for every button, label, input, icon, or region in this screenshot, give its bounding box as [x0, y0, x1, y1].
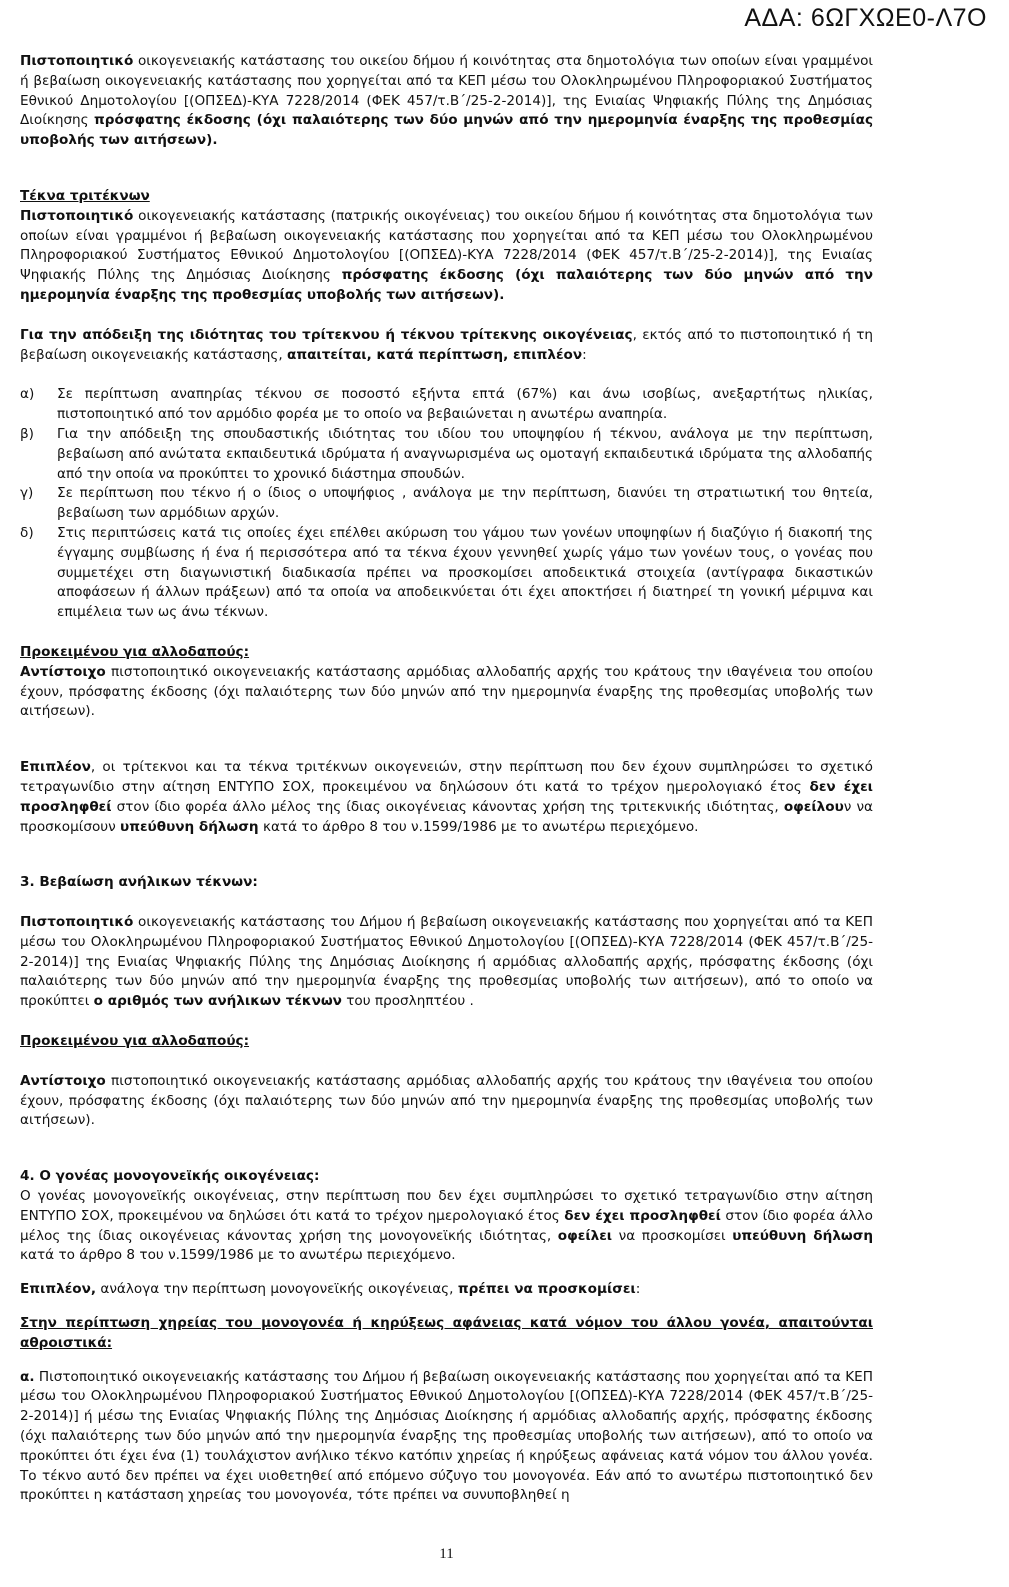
- case-list: [20, 385, 873, 623]
- body-text: κατά το άρθρο 8 του ν.1599/1986 με το ανωτέρω περιεχόμενο.: [20, 1247, 456, 1264]
- body-text: στον ίδιο φορέα άλλο μέλος της ίδιας οικογένειας κάνοντας χρήση της τριτεκνικής ιδιότητας,: [111, 798, 784, 815]
- body-text: Πιστοποιητικό οικογενειακής κατάστασης του Δήμου ή βεβαίωση οικογενειακής κατάστασης που χορηγείται από τα ΚΕΠ μέσω του Ολοκληρωμένου Πληροφοριακού Συστήματος Εθνικού Δημοτολογίου [(ΟΠΣΕΔ)-ΚΥΑ 7228/2014 (ΦΕΚ 457/τ.Β΄/25-2-2014)] ή μέσω της Ενιαίας Ψηφιακής Πύλης της Δημόσιας Διοίκησης ή αρμόδιας αλλοδαπής αρχής, πρόσφατης έκδοσης (όχι παλαιότερης των δύο μηνών από την ημερομηνία έναρξης της προθεσμίας υποβολής των αιτήσεων), από το οποίο να προκύπτει ότι έχει ένα (1) τουλάχιστον ανήλικο τέκνο κατόπιν χηρείας ή κηρύξεως αφάνειας κατά νόμον του άλλου γονέα. Το τέκνο αυτό δεν πρέπει να έχει υιοθετηθεί από επόμενο σύζυγο του μονογονέα. Εάν από το ανωτέρω πιστοποιητικό δεν προκύπτει η κατάσταση χηρείας του μονογονέα, τότε πρέπει να συνυποβληθεί η: [20, 1368, 873, 1504]
- bold-text: δεν έχει προσληφθεί: [564, 1207, 721, 1224]
- section-heading: 3. Βεβαίωση ανήλικων τέκνων:: [20, 874, 258, 891]
- list-item-text: Στις περιπτώσεις κατά τις οποίες έχει επέλθει ακύρωση του γάμου των γονέων υποψηφίων ή διαζύγιο ή διακοπή της έγγαμης συμβίωσης ή ένα ή περισσότερα από τα τέκνα έχουν γεννηθεί χωρίς γάμο των γονέων τους, ο γονέας που συμμετέχει στη διαγωνιστική διαδικασία πρέπει να προσκομίσει αποδεικτικά στοιχεία (αντίγραφα δικαστικών αποφάσεων ή άλλων πράξεων) από τα οποία να αποδεικνύεται ότι έχει αποκτήσει ή διατηρεί τη γονική μέριμνα και επιμέλεια των ως άνω τέκνων.: [57, 524, 873, 621]
- body-text: κατά το άρθρο 8 του ν.1599/1986 με το ανωτέρω περιεχόμενο.: [258, 818, 699, 835]
- bold-text: Πιστοποιητικό: [20, 53, 134, 69]
- page-number: 11: [439, 1546, 454, 1562]
- body-text: Ο γονέας μονογονεϊκής οικογένειας, στην περίπτωση που δεν έχει συμπληρώσει το σχετικό τετραγωνίδιο στην αίτηση ΕΝΤΥΠΟ ΣΟΧ, προκειμένου να δηλώσει ότι κατά το τρέχον ημερολογιακό έτος: [20, 1188, 873, 1224]
- paragraph-additional-2: [20, 1280, 873, 1300]
- paragraph-additional: [20, 758, 873, 837]
- paragraph-widowhood: [20, 1368, 873, 1507]
- bold-text: Αντίστοιχο: [20, 1072, 106, 1089]
- heading-section-4: [20, 1167, 873, 1187]
- body-text: να προσκομίσει: [612, 1227, 733, 1244]
- bold-text: πρόσφατης έκδοσης (όχι παλαιότερης των δύο μηνών από την ημερομηνία έναρξης της προθεσμίας υποβολής των αιτήσεων).: [20, 267, 873, 303]
- section-heading: 4. Ο γονέας μονογονεϊκής οικογένειας:: [20, 1168, 320, 1185]
- list-item-label: α): [20, 386, 35, 403]
- heading-section-3: [20, 873, 873, 893]
- bold-text: πρόσφατης έκδοσης (όχι παλαιότερης των δύο μηνών από την ημερομηνία έναρξης της προθεσμίας υποβολής των αιτήσεων).: [20, 112, 873, 149]
- bold-text: Αντίστοιχο: [20, 663, 106, 680]
- body-text: οικογενειακής κατάστασης του Δήμου ή βεβαίωση οικογενειακής κατάστασης που χορηγείται από τα ΚΕΠ μέσω του Ολοκληρωμένου Πληροφοριακού Συστήματος Εθνικού Δημοτολογίου [(ΟΠΣΕΔ)-ΚΥΑ 7228/2014 (ΦΕΚ 457/τ.Β΄/25-2-2014)] της Ενιαίας Ψηφιακής Πύλης της Δημόσιας Διοίκησης ή αρμόδιας αλλοδαπής αρχής, πρόσφατης έκδοσης (όχι παλαιότερης των δύο μηνών από την ημερομηνία έναρξης της προθεσμίας υποβολής των αιτήσεων), από το οποίο να προκύπτει: [20, 914, 873, 1010]
- bold-text: α.: [20, 1368, 35, 1385]
- section-heading: Προκειμένου για αλλοδαπούς:: [20, 1033, 250, 1050]
- body-text: :: [635, 1281, 641, 1298]
- bold-text: υπεύθυνη δήλωση: [732, 1227, 873, 1244]
- section-heading: Στην περίπτωση χηρείας του μονογονέα ή κηρύξεως αφάνειας κατά νόμον του άλλου γονέα, απαιτούνται αθροιστικά:: [20, 1315, 873, 1351]
- body-text: οικογενειακής κατάστασης του οικείου δήμου ή κοινότητας στα δημοτολόγια των οποίων είναι γραμμένοι ή βεβαίωση οικογενειακής κατάστασης που χορηγείται από τα ΚΕΠ μέσω του Ολοκληρωμένου Πληροφοριακού Συστήματος Εθνικού Δημοτολογίου [(ΟΠΣΕΔ)-ΚΥΑ 7228/2014 (ΦΕΚ 457/τ.Β΄/25-2-2014)], της Ενιαίας Ψηφιακής Πύλης της Δημόσιας Διοίκησης: [20, 53, 873, 129]
- section-heading: Προκειμένου για αλλοδαπούς:: [20, 643, 250, 660]
- list-item: [20, 524, 873, 623]
- list-item: [20, 425, 873, 484]
- list-item-text: Σε περίπτωση που τέκνο ή ο ίδιος ο υποψήφιος , ανάλογα με την περίπτωση, διανύει τη στρατιωτική του θητεία, βεβαίωση των αρμόδιων αρχών.: [57, 485, 873, 522]
- list-item: [20, 385, 873, 425]
- list-item-label: γ): [20, 485, 34, 502]
- list-item-label: δ): [20, 524, 34, 541]
- body-text: , εκτός από το πιστοποιητικό ή τη βεβαίωση οικογενειακής κατάστασης,: [20, 326, 873, 363]
- heading-foreigners: [20, 643, 873, 663]
- list-item-text: Για την απόδειξη της σπουδαστικής ιδιότητας του ιδίου του υποψηφίου ή τέκνου, ανάλογα με την περίπτωση, βεβαίωση από ανώτατα εκπαιδευτικά ιδρύματα ή αναγνωρισμένα ως ομοταγή εκπαιδευτικά ιδρύματα της αλλοδαπής από την οποία να προκύπτει το χρονικό διάστημα σπουδών.: [57, 425, 873, 482]
- list-item-text: Σε περίπτωση αναπηρίας τέκνου σε ποσοστό εξήντα επτά (67%) και άνω ισοβίως, ανεξαρτήτως ηλικίας, πιστοποιητικό από τον αρμόδιο φορέα με το οποίο να βεβαιώνεται η ανωτέρω αναπηρία.: [57, 386, 873, 423]
- paragraph-foreigners-2: [20, 1072, 873, 1131]
- paragraph-section-4: [20, 1187, 873, 1266]
- bold-text: Για την απόδειξη της ιδιότητας του τρίτεκνου ή τέκνου τρίτεκνης οικογένειας: [20, 326, 633, 343]
- body-text: στον ίδιο φορέα άλλο μέλος της ίδιας οικογένειας κάνοντας χρήση της μονογονεϊκής ιδιότητας,: [20, 1207, 874, 1244]
- paragraph-foreigners: [20, 663, 873, 722]
- list-item-label: β): [20, 425, 34, 442]
- list-item: [20, 484, 873, 524]
- bold-text: ο αριθμός των ανήλικων τέκνων: [93, 993, 342, 1010]
- body-text: πιστοποιητικό οικογενειακής κατάστασης αρμόδιας αλλοδαπής αρχής του κράτους την ιθαγένεια του οποίου έχουν, πρόσφατης έκδοσης (όχι παλαιότερης των δύο μηνών από την ημερομηνία έναρξης της προθεσμίας υποβολής των αιτήσεων).: [20, 1072, 873, 1129]
- bold-text: Πιστοποιητικό: [20, 914, 134, 931]
- bold-text: δεν έχει προσληφθεί: [20, 778, 873, 815]
- bold-text: Επιπλέον,: [20, 1281, 97, 1298]
- paragraph-certificate: [20, 52, 873, 151]
- body-text: , οι τρίτεκνοι και τα τέκνα τριτέκνων οικογενειών, στην περίπτωση που δεν έχουν συμπληρώσει το σχετικό τετραγωνίδιο στην αίτηση ΕΝΤΥΠΟ ΣΟΧ, προκειμένου να δηλώσουν ότι κατά το τρέχον ημερολογιακό έτος: [20, 759, 873, 795]
- paragraph-proof: [20, 326, 873, 366]
- body-text: οικογενειακής κατάστασης (πατρικής οικογένειας) του οικείου δήμου ή κοινότητας στα δημοτολόγια των οποίων είναι γραμμένοι ή βεβαίωση οικογενειακής κατάστασης που χορηγείται από τα ΚΕΠ μέσω του Ολοκληρωμένου Πληροφοριακού Συστήματος Εθνικού Δημοτολογίου [(ΟΠΣΕΔ)-ΚΥΑ 7228/2014 (ΦΕΚ 457/τ.Β΄/25-2-2014)], της Ενιαίας Ψηφιακής Πύλης της Δημόσιας Διοίκησης: [20, 207, 873, 284]
- bold-text: υπεύθυνη δήλωση: [120, 818, 259, 835]
- body-text: του προσληπτέου .: [341, 993, 474, 1010]
- body-text: ν να προσκομίσουν: [20, 798, 873, 835]
- body-text: ανάλογα την περίπτωση μονογονεϊκής οικογένειας,: [96, 1281, 458, 1298]
- heading-tekna-triteknon: [20, 187, 873, 207]
- document-body: [20, 52, 873, 1506]
- bold-text: πρέπει να προσκομίσει: [457, 1281, 636, 1298]
- ada-header: ΑΔΑ: 6ΩΓΧΩΕ0-Λ7Ο: [744, 4, 987, 32]
- bold-text: οφείλει: [557, 1227, 613, 1244]
- section-heading: Τέκνα τριτέκνων: [20, 187, 150, 204]
- paragraph-tekna: [20, 207, 873, 306]
- bold-text: απαιτείται, κατά περίπτωση, επιπλέον: [287, 346, 583, 363]
- heading-foreigners-2: [20, 1032, 873, 1052]
- body-text: πιστοποιητικό οικογενειακής κατάστασης αρμόδιας αλλοδαπής αρχής του κράτους την ιθαγένεια του οποίου έχουν, πρόσφατης έκδοσης (όχι παλαιότερης των δύο μηνών από την ημερομηνία έναρξης της προθεσμίας υποβολής των αιτήσεων).: [20, 663, 873, 720]
- bold-text: Πιστοποιητικό: [20, 207, 134, 224]
- bold-text: οφείλου: [783, 798, 844, 815]
- body-text: :: [582, 346, 587, 363]
- heading-widowhood: [20, 1314, 873, 1354]
- paragraph-section-3: [20, 913, 873, 1012]
- bold-text: Επιπλέον: [20, 759, 91, 776]
